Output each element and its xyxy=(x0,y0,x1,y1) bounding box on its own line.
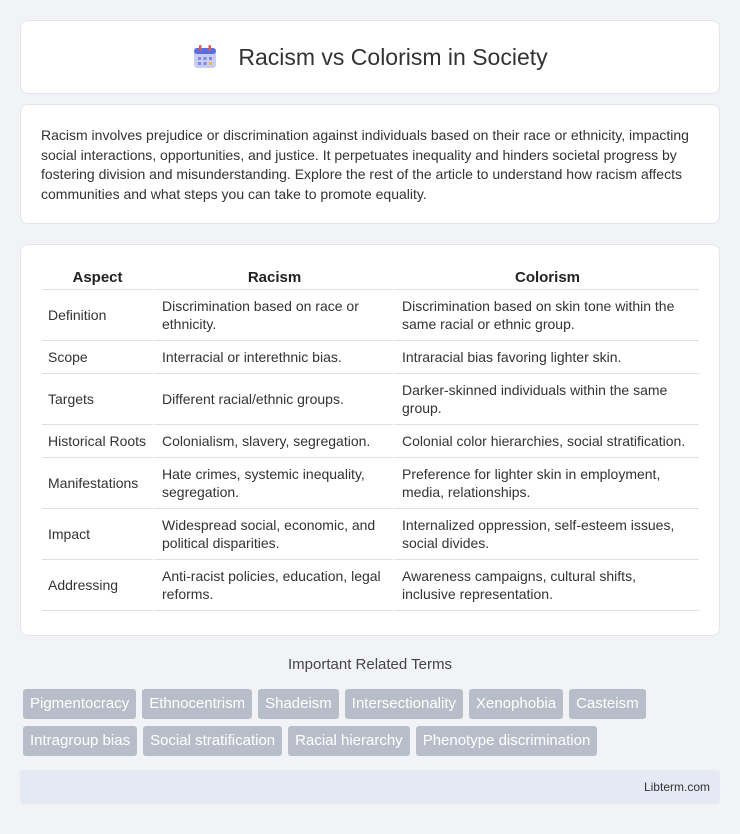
tag-shadeism[interactable]: Shadeism xyxy=(258,689,339,719)
comparison-table-card xyxy=(20,244,720,636)
table-row xyxy=(42,289,699,340)
table-row xyxy=(42,340,699,373)
cell-aspect: Definition xyxy=(42,289,153,340)
table-row xyxy=(42,457,699,508)
title-card xyxy=(20,20,720,94)
table-row xyxy=(42,424,699,457)
tag-casteism[interactable]: Casteism xyxy=(569,689,646,719)
cell-colorism: Colonial color hierarchies, social stratification. xyxy=(393,424,699,457)
tag-racial-hierarchy[interactable]: Racial hierarchy xyxy=(288,726,410,756)
cell-racism: Discrimination based on race or ethnicity. xyxy=(153,289,393,340)
intro-text: Racism involves prejudice or discrimination against individuals based on their race or ethnicity, impacting social interactions, opportunities, and justice. It perpetuates inequality and hinders societal progress by fostering division and misunderstanding. Explore the rest of the article to understand how racism affects communities and what steps you can take to promote equality. xyxy=(41,127,689,202)
tag-intersectionality[interactable]: Intersectionality xyxy=(345,689,463,719)
header-aspect: Aspect xyxy=(72,269,123,286)
cell-aspect: Manifestations xyxy=(42,457,153,508)
table-header-row xyxy=(42,267,699,289)
related-terms-tags xyxy=(23,689,723,756)
calendar-icon xyxy=(192,44,218,70)
footer-site-link[interactable]: Libterm.com xyxy=(643,780,710,794)
header-racism: Racism xyxy=(153,267,393,289)
cell-colorism: Awareness campaigns, cultural shifts, inclusive representation. xyxy=(393,559,699,611)
footer xyxy=(20,770,720,804)
cell-aspect: Historical Roots xyxy=(42,424,153,457)
cell-racism: Different racial/ethnic groups. xyxy=(153,373,393,424)
cell-racism: Widespread social, economic, and political disparities. xyxy=(153,508,393,559)
cell-racism: Colonialism, slavery, segregation. xyxy=(153,424,393,457)
cell-colorism: Preference for lighter skin in employment, media, relationships. xyxy=(393,457,699,508)
cell-aspect: Targets xyxy=(42,373,153,424)
cell-aspect: Addressing xyxy=(42,559,153,611)
table-row xyxy=(42,559,699,611)
page-title: Racism vs Colorism in Society xyxy=(238,43,548,70)
cell-colorism: Darker-skinned individuals within the same group. xyxy=(393,373,699,424)
tag-intragroup-bias[interactable]: Intragroup bias xyxy=(23,726,137,756)
tag-social-stratification[interactable]: Social stratification xyxy=(143,726,282,756)
comparison-table xyxy=(42,267,699,611)
intro-card xyxy=(20,104,720,224)
cell-aspect: Impact xyxy=(42,508,153,559)
related-terms-title: Important Related Terms xyxy=(288,656,452,673)
cell-colorism: Internalized oppression, self-esteem issues, social divides. xyxy=(393,508,699,559)
header-colorism: Colorism xyxy=(393,267,699,289)
cell-racism: Hate crimes, systemic inequality, segregation. xyxy=(153,457,393,508)
table-row xyxy=(42,508,699,559)
tag-ethnocentrism[interactable]: Ethnocentrism xyxy=(142,689,252,719)
cell-racism: Anti-racist policies, education, legal reforms. xyxy=(153,559,393,611)
table-row xyxy=(42,373,699,424)
tag-xenophobia[interactable]: Xenophobia xyxy=(469,689,563,719)
tag-pigmentocracy[interactable]: Pigmentocracy xyxy=(23,689,136,719)
cell-colorism: Discrimination based on skin tone within the same racial or ethnic group. xyxy=(393,289,699,340)
cell-aspect: Scope xyxy=(42,340,153,373)
cell-colorism: Intraracial bias favoring lighter skin. xyxy=(393,340,699,373)
related-terms-section xyxy=(0,656,740,673)
cell-racism: Interracial or interethnic bias. xyxy=(153,340,393,373)
tag-phenotype-discrimination[interactable]: Phenotype discrimination xyxy=(416,726,598,756)
